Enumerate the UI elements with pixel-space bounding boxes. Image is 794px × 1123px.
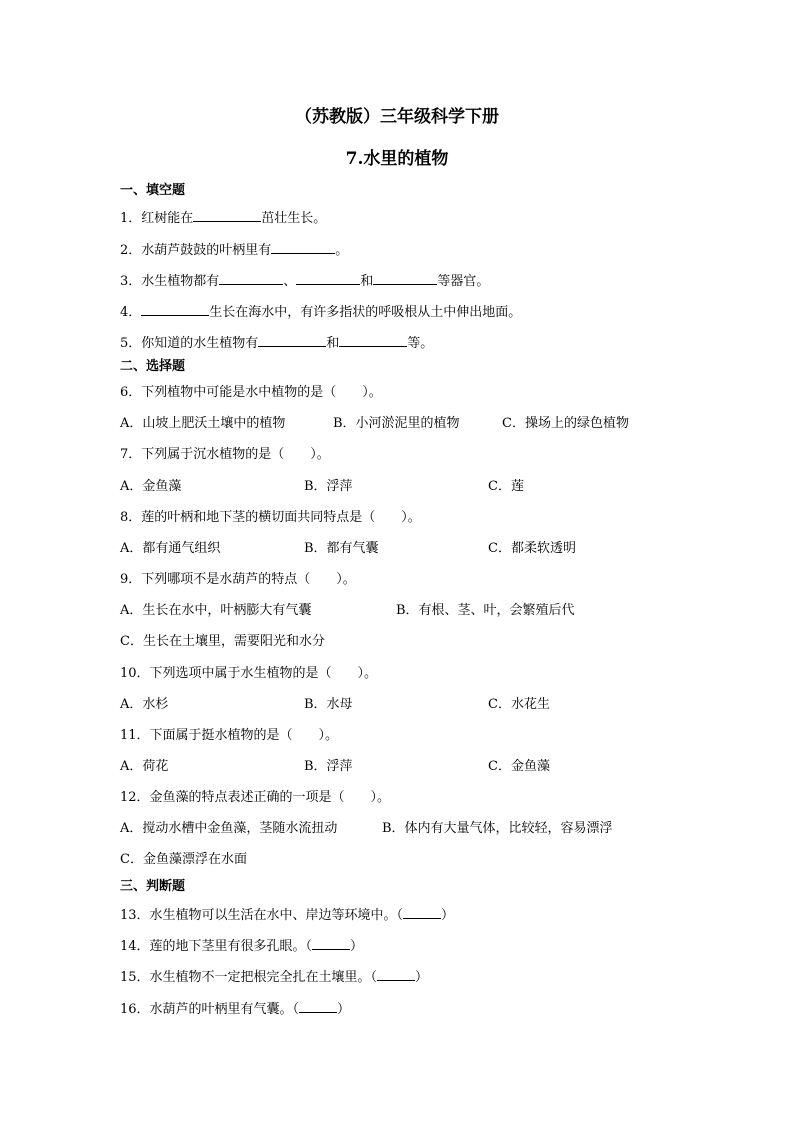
question-text: 5．你知道的水生植物有 bbox=[120, 336, 259, 351]
page-title: （苏教版）三年级科学下册 bbox=[295, 107, 499, 127]
question-2 bbox=[120, 240, 348, 259]
question-text: 1．红树能在 bbox=[120, 211, 194, 226]
option-a[interactable]: A．都有通气组织 bbox=[120, 541, 221, 556]
option-b[interactable]: B．浮萍 bbox=[304, 759, 353, 774]
question-text: ） bbox=[415, 970, 429, 985]
answer-blank[interactable] bbox=[339, 333, 407, 347]
question-text: 茁壮生长。 bbox=[261, 211, 327, 226]
option-a[interactable]: A．金鱼藻 bbox=[120, 479, 182, 494]
answer-blank[interactable] bbox=[141, 302, 209, 316]
question-9: 9．下列哪项不是水葫芦的特点（ ）。 bbox=[120, 572, 356, 587]
question-text: ） bbox=[337, 1002, 351, 1017]
question-text: 15．水生植物不一定把根完全扎在土壤里。（ bbox=[120, 970, 378, 985]
question-text: 和 bbox=[326, 336, 340, 351]
question-16 bbox=[120, 999, 350, 1018]
option-a[interactable]: A．荷花 bbox=[120, 759, 169, 774]
answer-blank[interactable] bbox=[258, 333, 326, 347]
section-judge-heading: 三、判断题 bbox=[120, 879, 186, 894]
question-10: 10．下列选项中属于水生植物的是（ ）。 bbox=[120, 666, 378, 681]
option-a[interactable]: A．山坡上肥沃土壤中的植物 bbox=[120, 416, 286, 431]
question-text: 生长在海水中，有许多指状的呼吸根从土中伸出地面。 bbox=[209, 305, 522, 320]
question-text: 和 bbox=[360, 274, 374, 289]
answer-blank[interactable] bbox=[403, 905, 441, 919]
answer-blank[interactable] bbox=[312, 936, 350, 950]
question-text: 、 bbox=[283, 274, 297, 289]
question-4 bbox=[120, 302, 521, 321]
question-text: 14．莲的地下茎里有很多孔眼。（ bbox=[120, 939, 313, 954]
option-b[interactable]: B．浮萍 bbox=[304, 479, 353, 494]
option-a[interactable]: A．水杉 bbox=[120, 697, 169, 712]
option-c[interactable]: C．金鱼藻漂浮在水面 bbox=[120, 852, 247, 867]
question-text: 3．水生植物都有 bbox=[120, 274, 220, 289]
answer-blank[interactable] bbox=[296, 271, 360, 285]
question-7: 7．下列属于沉水植物的是（ ）。 bbox=[120, 447, 330, 462]
question-text: 等器官。 bbox=[437, 274, 490, 289]
question-text: ） bbox=[350, 939, 364, 954]
option-c[interactable]: C．金鱼藻 bbox=[488, 759, 550, 774]
option-b[interactable]: B．水母 bbox=[304, 697, 353, 712]
option-b[interactable]: B．小河淤泥里的植物 bbox=[333, 416, 460, 431]
question-1 bbox=[120, 208, 326, 227]
question-text: 4． bbox=[120, 305, 142, 320]
question-3 bbox=[120, 271, 489, 290]
answer-blank[interactable] bbox=[377, 967, 415, 981]
section-choice-heading: 二、选择题 bbox=[120, 359, 186, 374]
option-c[interactable]: C．操场上的绿色植物 bbox=[502, 416, 629, 431]
option-c[interactable]: C．生长在土壤里，需要阳光和水分 bbox=[120, 634, 325, 649]
option-c[interactable]: C．都柔软透明 bbox=[488, 541, 576, 556]
option-c[interactable]: C．水花生 bbox=[488, 697, 550, 712]
question-14 bbox=[120, 936, 363, 955]
question-6: 6．下列植物中可能是水中植物的是（ ）。 bbox=[120, 385, 382, 400]
answer-blank[interactable] bbox=[219, 271, 283, 285]
question-text: ） bbox=[441, 908, 455, 923]
question-text: 等。 bbox=[407, 336, 434, 351]
question-11: 11．下面属于挺水植物的是（ ）。 bbox=[120, 728, 339, 743]
question-13 bbox=[120, 905, 454, 924]
question-12: 12．金鱼藻的特点表述正确的一项是（ ）。 bbox=[120, 790, 391, 805]
question-8: 8．莲的叶柄和地下茎的横切面共同特点是（ ）。 bbox=[120, 510, 421, 525]
option-b[interactable]: B．体内有大量气体，比较轻，容易漂浮 bbox=[382, 821, 613, 836]
answer-blank[interactable] bbox=[271, 240, 335, 254]
question-text: 。 bbox=[335, 243, 349, 258]
option-a[interactable]: A．搅动水槽中金鱼藻，茎随水流扭动 bbox=[120, 821, 338, 836]
option-a[interactable]: A．生长在水中，叶柄膨大有气囊 bbox=[120, 603, 312, 618]
question-text: 13．水生植物可以生活在水中、岸边等环境中。（ bbox=[120, 908, 404, 923]
question-15 bbox=[120, 967, 428, 986]
option-b[interactable]: B．都有气囊 bbox=[304, 541, 379, 556]
answer-blank[interactable] bbox=[373, 271, 437, 285]
question-text: 2．水葫芦鼓鼓的叶柄里有 bbox=[120, 243, 272, 258]
lesson-title: 7.水里的植物 bbox=[345, 149, 449, 169]
question-text: 16．水葫芦的叶柄里有气囊。（ bbox=[120, 1002, 300, 1017]
answer-blank[interactable] bbox=[193, 208, 261, 222]
section-fill-heading: 一、填空题 bbox=[120, 183, 186, 198]
question-5 bbox=[120, 333, 433, 352]
option-b[interactable]: B．有根、茎、叶，会繁殖后代 bbox=[396, 603, 575, 618]
answer-blank[interactable] bbox=[299, 999, 337, 1013]
option-c[interactable]: C．莲 bbox=[488, 479, 524, 494]
